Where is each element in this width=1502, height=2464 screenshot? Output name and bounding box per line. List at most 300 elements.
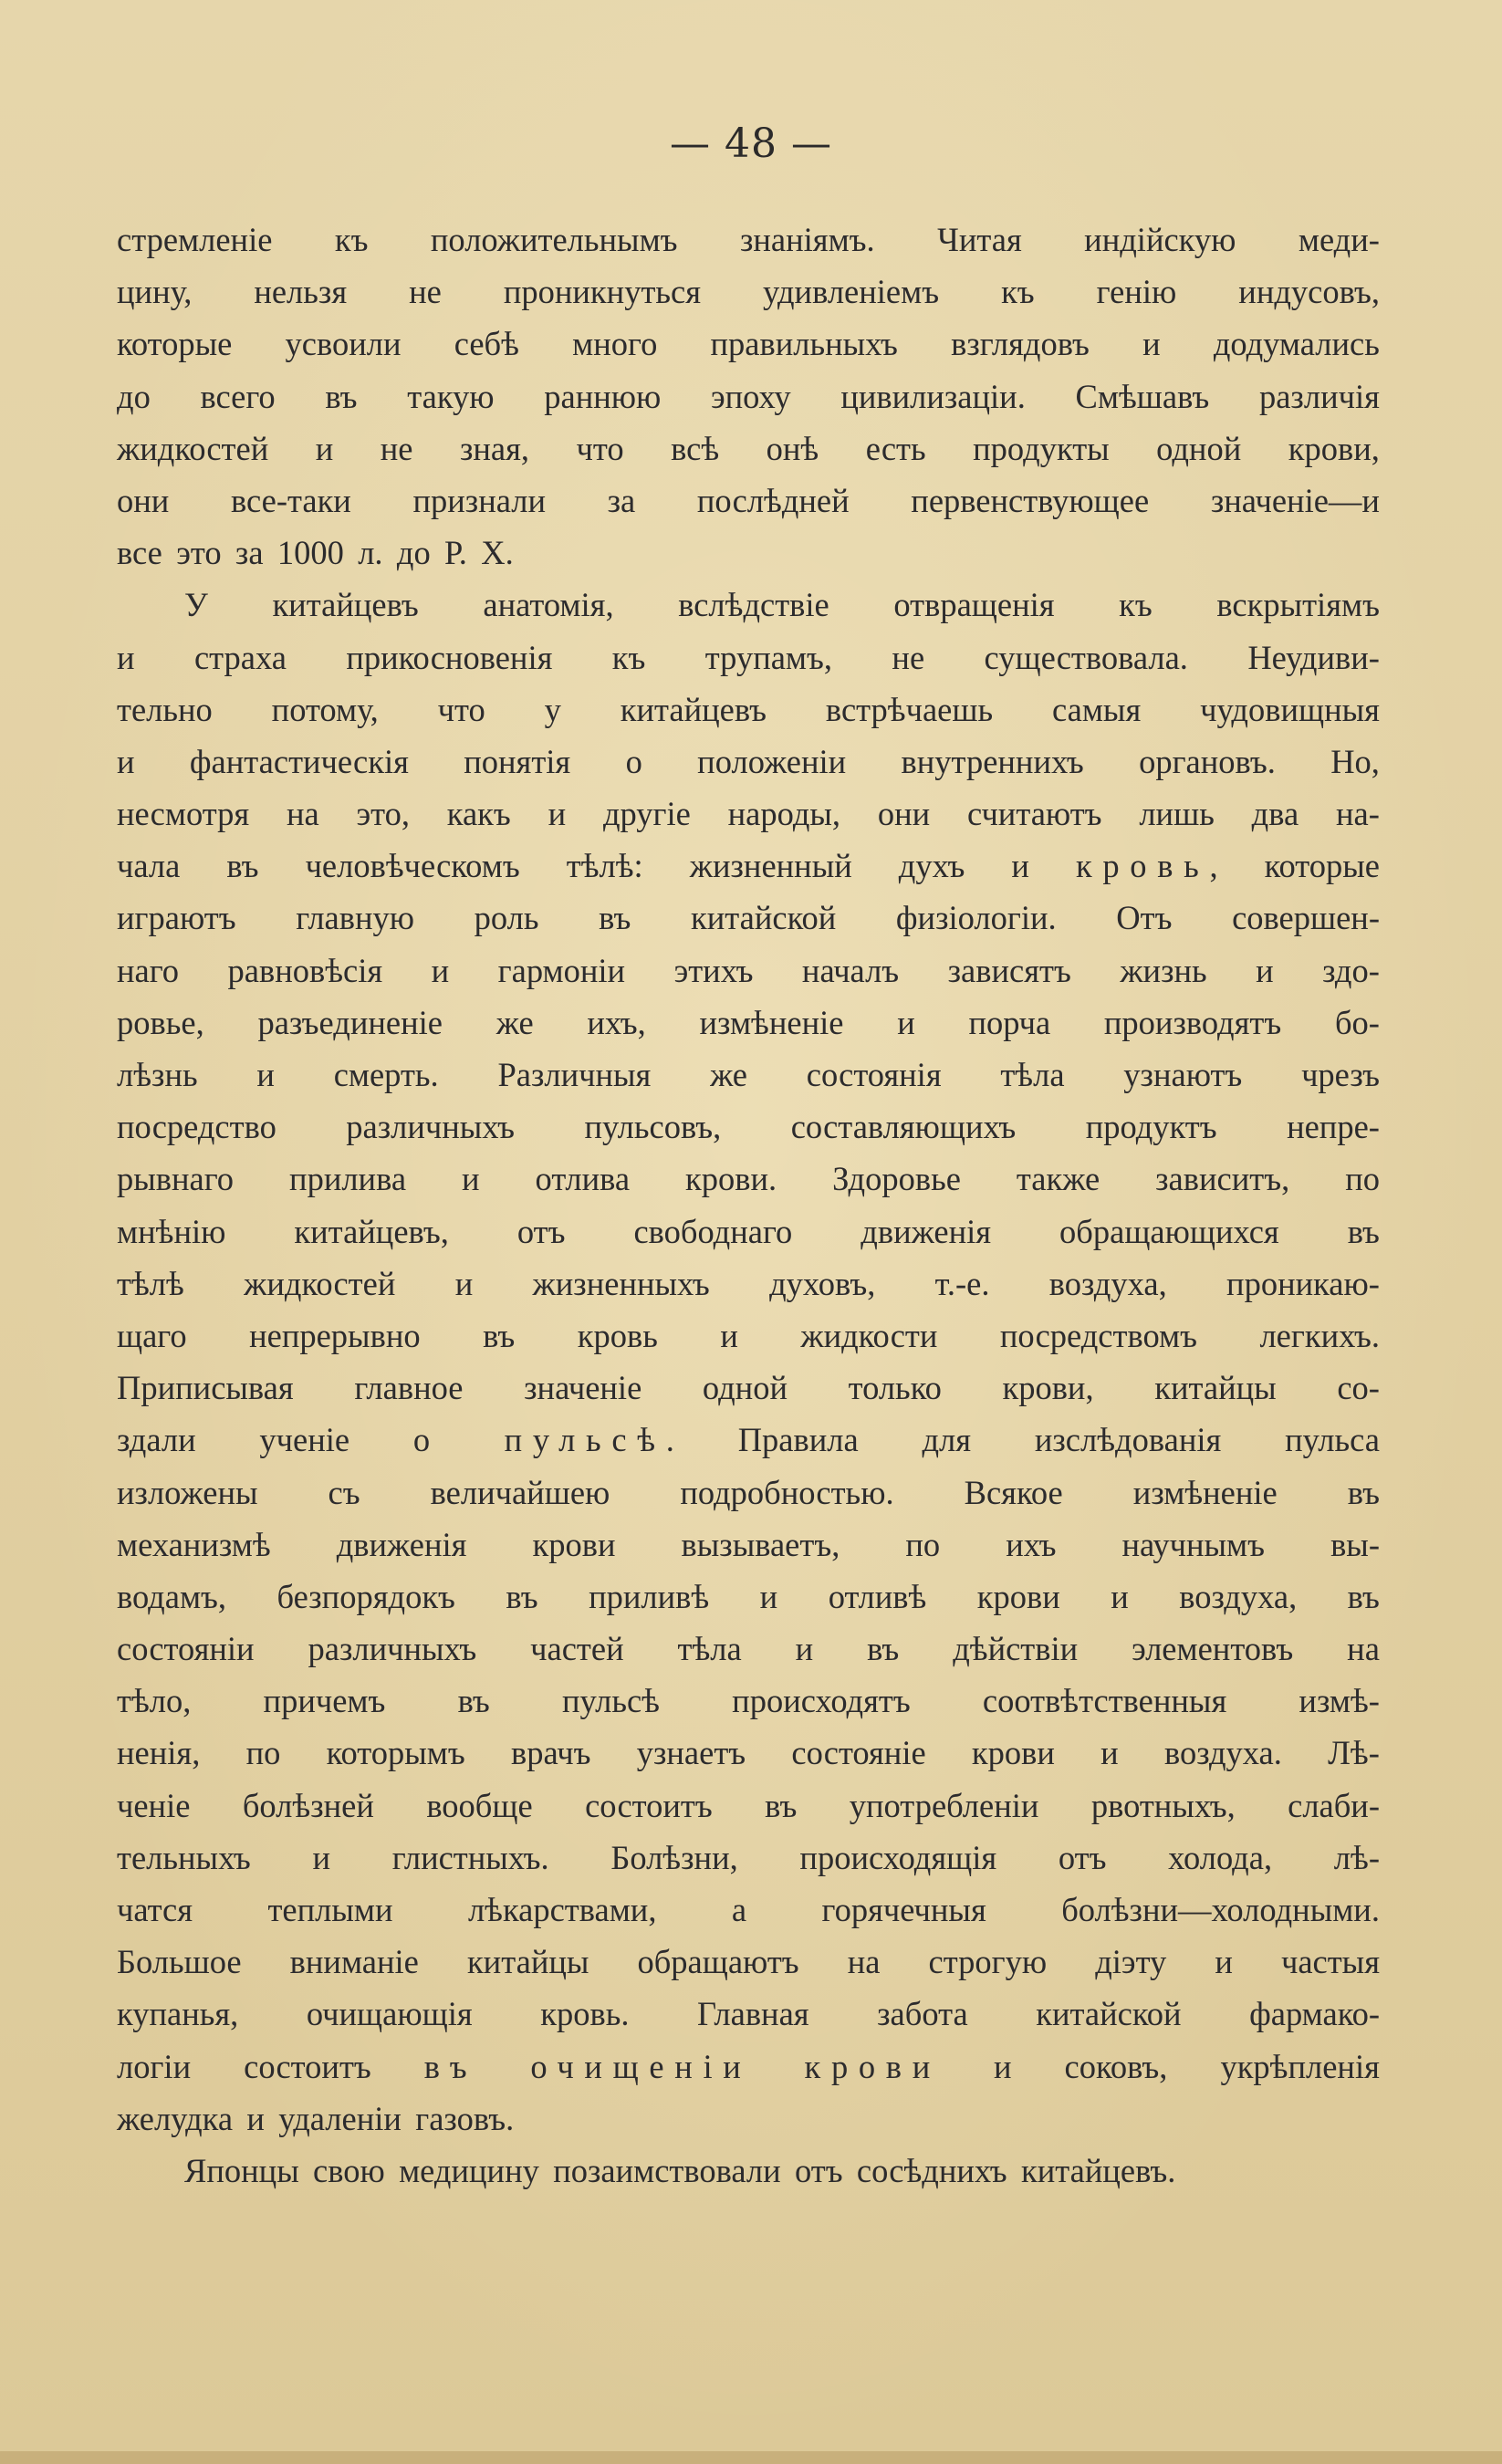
word: крови, xyxy=(1002,1369,1094,1407)
word: правильныхъ xyxy=(710,325,898,363)
word: со- xyxy=(1337,1369,1380,1407)
word: о xyxy=(625,742,642,780)
text-line xyxy=(117,579,1380,631)
word: встрѣчаешь xyxy=(825,690,994,728)
word: укрѣпленія xyxy=(1220,2047,1380,2085)
word: какъ xyxy=(446,795,511,833)
word: китайцы xyxy=(466,1943,589,1981)
word: состоитъ xyxy=(585,1786,713,1824)
word: всѣ xyxy=(671,429,720,467)
text-line xyxy=(117,1571,1380,1623)
spaced-word: пульсѣ. xyxy=(504,1421,674,1459)
word: такую xyxy=(407,377,495,415)
text-line xyxy=(117,1988,1380,2040)
word: Отъ xyxy=(1116,899,1173,937)
word: глистныхъ. xyxy=(391,1838,549,1876)
word: проникнуться xyxy=(503,273,702,311)
word: здо- xyxy=(1322,951,1380,989)
word: У xyxy=(184,586,208,624)
word: додумались xyxy=(1213,325,1380,363)
word: вскрытіямъ xyxy=(1216,586,1380,624)
word: въ xyxy=(1347,1473,1380,1511)
word: теплыми xyxy=(267,1891,393,1928)
word: къ xyxy=(334,221,369,258)
text-line xyxy=(117,2041,1380,2093)
word: совершен- xyxy=(1232,899,1380,937)
word: крови xyxy=(976,1577,1060,1615)
word: и xyxy=(454,1264,474,1302)
word: отливѣ xyxy=(828,1577,927,1615)
word: посредство xyxy=(117,1108,276,1146)
word: и xyxy=(462,1160,480,1198)
word: вызываетъ, xyxy=(681,1525,840,1563)
word: потому, xyxy=(271,690,379,728)
word: очищающія xyxy=(306,1995,473,2033)
word: изложены xyxy=(117,1473,258,1511)
word: Читая xyxy=(937,221,1022,258)
word: узнаютъ xyxy=(1123,1056,1243,1093)
word: и xyxy=(993,2047,1012,2085)
word: человѣческомъ xyxy=(305,847,520,885)
word: приливѣ xyxy=(589,1577,710,1615)
word: у xyxy=(544,690,561,728)
word: газовъ. xyxy=(415,2099,515,2137)
word: лѣ- xyxy=(1333,1838,1380,1876)
word: чатся xyxy=(117,1891,193,1928)
word: лѣкарствами, xyxy=(467,1891,657,1928)
word: они xyxy=(117,481,170,519)
spaced-word: кровь, xyxy=(1075,847,1218,885)
word: крови. xyxy=(685,1160,777,1198)
word: и xyxy=(1011,847,1029,885)
word: физіологіи. xyxy=(895,899,1057,937)
word: и xyxy=(720,1316,738,1354)
text-line xyxy=(117,527,1380,579)
word: это, xyxy=(356,795,410,833)
word: продукты xyxy=(973,429,1110,467)
word: происходящія xyxy=(799,1838,997,1876)
text-line xyxy=(117,1258,1380,1310)
body-text xyxy=(117,214,1380,2197)
word: кровь xyxy=(577,1316,658,1354)
word: только xyxy=(848,1369,942,1407)
text-line xyxy=(117,1206,1380,1258)
word: страха xyxy=(193,638,287,676)
word: значеніе xyxy=(524,1369,642,1407)
word: измѣненіе xyxy=(699,1003,844,1041)
word: считаютъ xyxy=(966,795,1102,833)
word: узнаетъ xyxy=(636,1734,746,1772)
word: не xyxy=(380,429,413,467)
word: духовъ, xyxy=(769,1264,876,1302)
word: водамъ, xyxy=(117,1577,227,1615)
word: генію xyxy=(1096,273,1177,311)
text-line xyxy=(117,1675,1380,1727)
word: а xyxy=(731,1891,747,1928)
word: и xyxy=(1100,1734,1119,1772)
text-line xyxy=(117,1467,1380,1519)
word: главную xyxy=(296,899,415,937)
word: одной xyxy=(1156,429,1242,467)
word: прилива xyxy=(289,1160,407,1198)
word: ченіе xyxy=(117,1786,191,1824)
word: безпорядокъ xyxy=(276,1577,455,1615)
word: обращающихся xyxy=(1059,1212,1279,1250)
word: чудовищныя xyxy=(1200,690,1380,728)
word: китайцевъ xyxy=(272,586,419,624)
word: на xyxy=(847,1943,881,1981)
word: прикосновенія xyxy=(346,638,553,676)
text-line xyxy=(117,1884,1380,1936)
word: стремленіе xyxy=(117,221,273,258)
word: Правила xyxy=(737,1421,859,1459)
word: ихъ xyxy=(1006,1525,1057,1563)
word: въ xyxy=(226,847,259,885)
word: соковъ, xyxy=(1064,2047,1168,2085)
word: частей xyxy=(530,1630,624,1668)
word: порча xyxy=(968,1003,1051,1041)
word: признали xyxy=(412,481,547,519)
word: въ xyxy=(1347,1577,1380,1615)
text-line xyxy=(117,945,1380,997)
text-line xyxy=(117,371,1380,423)
word: Р. xyxy=(444,534,467,572)
text-line xyxy=(117,788,1380,840)
word: народы, xyxy=(727,795,841,833)
word: состоитъ xyxy=(244,2047,371,2085)
word: пульсѣ xyxy=(561,1682,660,1720)
word: и xyxy=(312,1838,331,1876)
word: которые xyxy=(117,325,233,363)
word: состояніи xyxy=(117,1630,255,1668)
word: по xyxy=(245,1734,281,1772)
word: которые xyxy=(1264,847,1380,885)
word: кровь. xyxy=(540,1995,630,2033)
word: органовъ. xyxy=(1139,742,1276,780)
text-line xyxy=(117,1362,1380,1414)
word: купанья, xyxy=(117,1995,239,2033)
word: Но, xyxy=(1330,742,1380,780)
word: ихъ, xyxy=(587,1003,646,1041)
word: Лѣ- xyxy=(1328,1734,1380,1772)
word: удивленіемъ xyxy=(763,273,940,311)
text-line xyxy=(117,892,1380,944)
word: ненія, xyxy=(117,1734,201,1772)
word: посредствомъ xyxy=(999,1316,1197,1354)
word: играютъ xyxy=(117,899,236,937)
word: Болѣзни, xyxy=(610,1838,738,1876)
word: цину, xyxy=(117,273,193,311)
word: зависитъ, xyxy=(1155,1160,1290,1198)
word: желудка xyxy=(117,2099,234,2137)
word: гармоніи xyxy=(497,951,626,989)
word: съ xyxy=(328,1473,360,1511)
word: и xyxy=(315,429,334,467)
word: непрерывно xyxy=(249,1316,421,1354)
word: строгую xyxy=(928,1943,1048,1981)
word: тельныхъ xyxy=(117,1838,251,1876)
word: за xyxy=(235,534,264,572)
word: и xyxy=(117,638,135,676)
word: щаго xyxy=(117,1316,187,1354)
word: въ xyxy=(506,1577,538,1615)
word: отвращенія xyxy=(893,586,1055,624)
word: и xyxy=(1142,325,1161,363)
word: два xyxy=(1251,795,1299,833)
word: различныхъ xyxy=(346,1108,516,1146)
word: отъ xyxy=(794,2151,843,2189)
word: бо- xyxy=(1334,1003,1380,1041)
word: мнѣнію xyxy=(117,1212,226,1250)
word: раннюю xyxy=(544,377,662,415)
word: первенствующее xyxy=(911,481,1150,519)
word: въ xyxy=(765,1786,798,1824)
word: вслѣдствіе xyxy=(678,586,829,624)
word: знаніямъ. xyxy=(739,221,875,258)
word: главное xyxy=(354,1369,464,1407)
word: измѣ- xyxy=(1299,1682,1380,1720)
word: отъ xyxy=(1058,1838,1107,1876)
word: и xyxy=(1111,1577,1129,1615)
word: китайской xyxy=(1036,1995,1182,2033)
text-line xyxy=(117,1310,1380,1362)
word: холода, xyxy=(1168,1838,1273,1876)
word: къ xyxy=(1001,273,1035,311)
word: по xyxy=(1345,1160,1380,1198)
spaced-word: въ xyxy=(423,2047,478,2085)
word: воздуха, xyxy=(1048,1264,1167,1302)
word: Неудиви- xyxy=(1247,638,1380,676)
word: непре- xyxy=(1287,1108,1380,1146)
word: и xyxy=(246,2099,265,2137)
word: же xyxy=(495,1003,534,1041)
word: продуктъ xyxy=(1085,1108,1217,1146)
word: соотвѣтственныя xyxy=(982,1682,1227,1720)
text-line xyxy=(117,1623,1380,1675)
word: всего xyxy=(200,377,276,415)
word: по xyxy=(905,1525,941,1563)
word: усвоили xyxy=(285,325,402,363)
text-line xyxy=(117,266,1380,318)
word: на xyxy=(1347,1630,1380,1668)
word: различія xyxy=(1258,377,1380,415)
word: и xyxy=(1256,951,1274,989)
word: и xyxy=(795,1630,814,1668)
word: Главная xyxy=(697,1995,809,2033)
text-line xyxy=(117,1414,1380,1466)
word: отлива xyxy=(535,1160,631,1198)
text-line xyxy=(117,736,1380,788)
word: горячечныя xyxy=(821,1891,986,1928)
word: трупамъ, xyxy=(704,638,833,676)
word: жизненныхъ xyxy=(532,1264,710,1302)
word: понятія xyxy=(464,742,571,780)
word: и xyxy=(897,1003,915,1041)
word: воздуха, xyxy=(1179,1577,1298,1615)
word: здали xyxy=(117,1421,196,1459)
word: отъ xyxy=(516,1212,566,1250)
word: забота xyxy=(877,1995,968,2033)
word: этихъ xyxy=(673,951,754,989)
text-line xyxy=(117,318,1380,370)
word: это xyxy=(176,534,222,572)
word: 1000 xyxy=(276,534,344,572)
word: удаленіи xyxy=(278,2099,402,2137)
word: крови xyxy=(532,1525,616,1563)
word: подробностью. xyxy=(680,1473,894,1511)
word: и xyxy=(431,951,450,989)
word: же xyxy=(710,1056,748,1093)
word: фармако- xyxy=(1249,1995,1380,2033)
word: и xyxy=(1215,1943,1233,1981)
word: жидкостей xyxy=(244,1264,396,1302)
text-line xyxy=(117,684,1380,736)
word: тѣлѣ xyxy=(117,1264,184,1302)
word: внутреннихъ xyxy=(901,742,1084,780)
text-line xyxy=(117,1049,1380,1101)
word: легкихъ. xyxy=(1259,1316,1380,1354)
word: что xyxy=(437,690,485,728)
text-line xyxy=(117,2093,1380,2145)
word: жидкостей xyxy=(117,429,269,467)
spaced-word: о xyxy=(412,1421,441,1459)
word: научнымъ xyxy=(1121,1525,1266,1563)
word: пульса xyxy=(1285,1421,1380,1459)
word: эпоху xyxy=(710,377,791,415)
word: меди- xyxy=(1298,221,1380,258)
word: много xyxy=(572,325,658,363)
word: за xyxy=(607,481,636,519)
word: смерть. xyxy=(333,1056,439,1093)
word: они xyxy=(877,795,931,833)
word: на- xyxy=(1335,795,1380,833)
word: на xyxy=(286,795,319,833)
text-line xyxy=(117,632,1380,684)
word: китайцевъ. xyxy=(1020,2151,1176,2189)
word: лѣзнь xyxy=(117,1056,198,1093)
page-number: — 48 — xyxy=(670,120,832,167)
word: китайцевъ, xyxy=(294,1212,449,1250)
word: не xyxy=(409,273,442,311)
word: другіе xyxy=(602,795,691,833)
word: болѣзней xyxy=(242,1786,374,1824)
word: свободнаго xyxy=(633,1212,793,1250)
word: изслѣдованія xyxy=(1034,1421,1222,1459)
word: составляющихъ xyxy=(790,1108,1017,1146)
word: діэту xyxy=(1095,1943,1167,1981)
text-line xyxy=(117,1832,1380,1884)
word: т.-е. xyxy=(934,1264,990,1302)
word: различныхъ xyxy=(308,1630,477,1668)
word: крови, xyxy=(1288,429,1380,467)
word: и xyxy=(117,742,135,780)
word: Различныя xyxy=(497,1056,652,1093)
word: жизнь xyxy=(1120,951,1207,989)
word: дѣйствіи xyxy=(953,1630,1079,1668)
word: тельно xyxy=(117,690,213,728)
word: цивилизаціи. xyxy=(840,377,1026,415)
word: китайцевъ xyxy=(620,690,767,728)
word: и xyxy=(548,795,567,833)
word: разъединеніе xyxy=(257,1003,443,1041)
word: производятъ xyxy=(1103,1003,1282,1041)
word: частыя xyxy=(1280,1943,1380,1981)
word: индійскую xyxy=(1084,221,1236,258)
word: Большое xyxy=(117,1943,242,1981)
word: ученіе xyxy=(259,1421,350,1459)
word: въ xyxy=(483,1316,516,1354)
word: до xyxy=(396,534,431,572)
word: чала xyxy=(117,847,181,885)
spaced-word: крови xyxy=(804,2047,941,2085)
word: все xyxy=(117,534,162,572)
word: для xyxy=(922,1421,972,1459)
text-line xyxy=(117,997,1380,1049)
word: тѣла xyxy=(677,1630,742,1668)
word: есть xyxy=(865,429,926,467)
word: въ xyxy=(599,899,631,937)
word: свою xyxy=(313,2151,385,2189)
word: индусовъ, xyxy=(1238,273,1380,311)
word: Х. xyxy=(481,534,514,572)
word: духъ xyxy=(898,847,965,885)
word: измѣненіе xyxy=(1132,1473,1278,1511)
word: въ xyxy=(325,377,358,415)
word: къ xyxy=(1119,586,1153,624)
word: въ xyxy=(867,1630,900,1668)
word: тѣлѣ: xyxy=(566,847,643,885)
word: элементовъ xyxy=(1132,1630,1294,1668)
word: механизмѣ xyxy=(117,1525,271,1563)
word: жизненный xyxy=(689,847,852,885)
word: врачъ xyxy=(511,1734,591,1772)
word: зависятъ xyxy=(947,951,1071,989)
word: одной xyxy=(702,1369,788,1407)
word: Приписывая xyxy=(117,1369,294,1407)
word: существовала. xyxy=(984,638,1188,676)
text-line xyxy=(117,1101,1380,1153)
word: Смѣшавъ xyxy=(1075,377,1210,415)
word: лишь xyxy=(1139,795,1215,833)
word: проникаю- xyxy=(1226,1264,1380,1302)
word: также xyxy=(1016,1160,1100,1198)
word: сосѣднихъ xyxy=(856,2151,1007,2189)
word: величайшею xyxy=(430,1473,610,1511)
text-line xyxy=(117,1153,1380,1205)
word: пульсовъ, xyxy=(584,1108,722,1146)
word: жидкости xyxy=(800,1316,938,1354)
text-line xyxy=(117,475,1380,527)
word: вообще xyxy=(426,1786,533,1824)
word: воздуха. xyxy=(1163,1734,1282,1772)
word: слаби- xyxy=(1288,1786,1380,1824)
word: въ xyxy=(457,1682,490,1720)
text-line xyxy=(117,1519,1380,1571)
word: самыя xyxy=(1051,690,1142,728)
word: не xyxy=(892,638,925,676)
word: крови xyxy=(971,1734,1055,1772)
word: употребленіи xyxy=(849,1786,1039,1824)
word: Здоровье xyxy=(832,1160,961,1198)
word: несмотря xyxy=(117,795,250,833)
word: зная, xyxy=(459,429,530,467)
word: положеніи xyxy=(697,742,847,780)
word: чрезъ xyxy=(1301,1056,1380,1093)
word: происходятъ xyxy=(732,1682,911,1720)
word: нельзя xyxy=(254,273,348,311)
word: рвотныхъ, xyxy=(1090,1786,1236,1824)
word: которымъ xyxy=(326,1734,465,1772)
